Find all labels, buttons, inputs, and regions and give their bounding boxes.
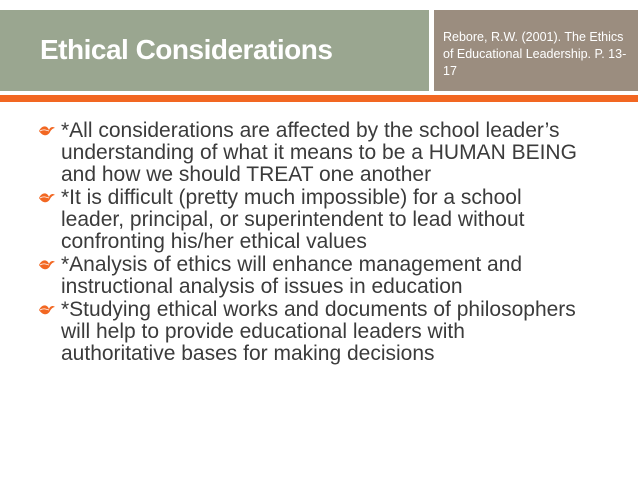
fleuron-icon bbox=[38, 191, 56, 205]
slide-title: Ethical Considerations bbox=[40, 34, 333, 65]
bullet-item bbox=[0, 120, 581, 186]
reference-citation: Rebore, R.W. (2001). The Ethics of Educational Leadership. P. 13-17 bbox=[443, 30, 627, 78]
fleuron-icon bbox=[38, 124, 56, 138]
bullet-item bbox=[0, 254, 581, 298]
bullet-text: *It is difficult (pretty much impossible) for a school leader, principal, or superintendent to lead without confronting his/her ethical values bbox=[61, 186, 525, 253]
bullet-text: *Analysis of ethics will enhance management and instructional analysis of issues in education bbox=[61, 253, 523, 298]
bullet-item bbox=[0, 187, 581, 253]
bullet-text: *All considerations are affected by the school leader’s understanding of what it means to be a HUMAN BEING and how we should TREAT one another bbox=[61, 119, 577, 186]
accent-bar bbox=[0, 95, 638, 102]
bullet-item bbox=[0, 299, 581, 365]
bullet-list bbox=[0, 120, 638, 366]
fleuron-icon bbox=[38, 303, 56, 317]
bullet-text: *Studying ethical works and documents of philosophers will help to provide educational leaders with authoritative bases for making decisions bbox=[61, 298, 576, 365]
fleuron-icon bbox=[38, 258, 56, 272]
